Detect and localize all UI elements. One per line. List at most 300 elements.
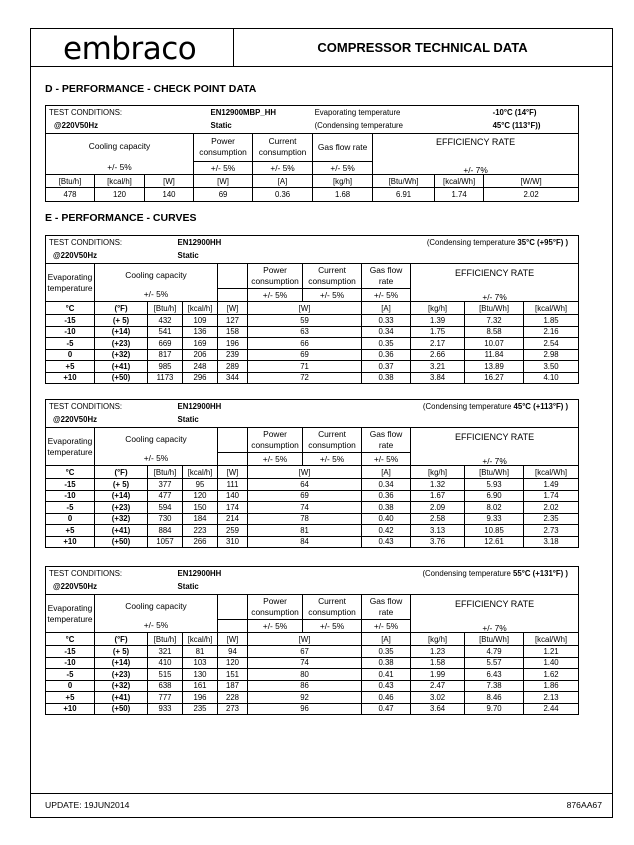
mode-label: Static [210, 121, 232, 131]
footer-divider [31, 793, 612, 794]
table-cell: 8.58 [465, 326, 524, 338]
efficiency-tolerance: +/- 7% [482, 292, 507, 302]
unit-cell: [W] [145, 175, 194, 188]
table-row [46, 372, 579, 384]
table-cell: (+50) [95, 372, 148, 384]
table-cell: 130 [183, 669, 218, 681]
table-cell: 6.43 [465, 669, 524, 681]
table-cell: 0.41 [362, 669, 411, 681]
table-cell: +10 [46, 372, 95, 384]
table-row [46, 349, 579, 361]
unit-cell: [Btu/Wh] [465, 466, 524, 479]
table-cell: 594 [148, 502, 183, 514]
table-cell: 1.62 [524, 669, 579, 681]
table-cell: -5 [46, 502, 95, 514]
table-cell: 638 [148, 680, 183, 692]
table-cell: 1.21 [524, 646, 579, 658]
table-cell: 196 [218, 338, 248, 350]
table-cell: 7.38 [465, 680, 524, 692]
unit-cell: [Btu/h] [148, 302, 183, 315]
table-cell: 515 [148, 669, 183, 681]
value-cell: 1.74 [435, 188, 484, 202]
table-cell: (+50) [95, 703, 148, 715]
table-cell: 730 [148, 513, 183, 525]
table-cell: 0.36 [362, 490, 411, 502]
unit-cell: [Btu/h] [148, 633, 183, 646]
unit-cell: [A] [362, 302, 411, 315]
table-cell: 8.02 [465, 502, 524, 514]
gas-flow-header: Gas flow rate [362, 264, 411, 289]
efficiency-rate-header: EFFICIENCY RATE [454, 268, 535, 278]
unit-cell: [kg/h] [313, 175, 373, 188]
evap-temp-header: Evaporating temperature [46, 595, 95, 633]
table-cell: 266 [183, 536, 218, 548]
check-point-table [45, 105, 579, 202]
table-cell: 817 [148, 349, 183, 361]
power-consumption-header: Power consumption [248, 264, 303, 289]
table-cell: 2.35 [524, 513, 579, 525]
table-cell: (+23) [95, 338, 148, 350]
table-cell: 477 [148, 490, 183, 502]
cooling-tolerance: +/- 5% [143, 289, 169, 300]
table-cell: 1057 [148, 536, 183, 548]
table-cell: (+14) [95, 326, 148, 338]
table-cell: 111 [218, 479, 248, 491]
table-cell: 161 [183, 680, 218, 692]
table-cell: 9.33 [465, 513, 524, 525]
table-cell: 884 [148, 525, 183, 537]
page-title: COMPRESSOR TECHNICAL DATA [317, 40, 528, 55]
table-row [46, 646, 579, 658]
table-cell: 239 [218, 349, 248, 361]
table-cell: 3.76 [411, 536, 465, 548]
unit-cell: [kg/h] [411, 633, 465, 646]
table-cell: 259 [218, 525, 248, 537]
table-cell: -15 [46, 646, 95, 658]
unit-cell: [W] [248, 302, 362, 315]
table-cell: 2.44 [524, 703, 579, 715]
table-cell: -15 [46, 479, 95, 491]
table-cell: 4.79 [465, 646, 524, 658]
table-cell: 1.40 [524, 657, 579, 669]
cooling-capacity-header: Cooling capacity [125, 601, 187, 611]
table-cell: 3.50 [524, 361, 579, 373]
units-row [46, 175, 579, 188]
test-conditions-label: TEST CONDITIONS: [46, 236, 148, 250]
unit-cell: [A] [253, 175, 313, 188]
unit-cell: [W] [194, 175, 253, 188]
table-cell: 2.66 [411, 349, 465, 361]
table-cell: 223 [183, 525, 218, 537]
current-consumption-header: Current consumption [303, 428, 362, 453]
table-cell: +10 [46, 703, 95, 715]
table-cell: -10 [46, 490, 95, 502]
efficiency-tolerance: +/- 7% [482, 456, 507, 466]
table-cell: 0.37 [362, 361, 411, 373]
table-cell: 214 [218, 513, 248, 525]
gas-flow-header: Gas flow rate [362, 428, 411, 453]
table-row [46, 315, 579, 327]
table-cell: 150 [183, 502, 218, 514]
table-cell: 11.84 [465, 349, 524, 361]
table-cell: 0.36 [362, 349, 411, 361]
unit-cell: [kcal/Wh] [435, 175, 484, 188]
table-cell: 310 [218, 536, 248, 548]
table-cell: 184 [183, 513, 218, 525]
table-cell: 158 [218, 326, 248, 338]
table-cell: (+32) [95, 349, 148, 361]
evap-temp-header: Evaporating temperature [46, 428, 95, 466]
table-cell: 74 [248, 657, 362, 669]
current-consumption-header: Current consumption [303, 264, 362, 289]
gas-tolerance: +/- 5% [362, 452, 411, 466]
table-cell: 777 [148, 692, 183, 704]
table-cell: 59 [248, 315, 362, 327]
cooling-tolerance: +/- 5% [143, 620, 169, 631]
table-cell: +10 [46, 536, 95, 548]
table-cell: 1.85 [524, 315, 579, 327]
unit-cell: [Btu/Wh] [373, 175, 435, 188]
table-cell: 1.86 [524, 680, 579, 692]
power-consumption-header: Power consumption [248, 595, 303, 620]
table-cell: 2.13 [524, 692, 579, 704]
value-cell: 6.91 [373, 188, 435, 202]
power-tolerance: +/- 5% [248, 619, 303, 633]
unit-cell: [W] [248, 633, 362, 646]
unit-cell: [kcal/h] [183, 302, 218, 315]
unit-cell: [kcal/Wh] [524, 633, 579, 646]
current-consumption-header: Current consumption [303, 595, 362, 620]
table-cell: 0 [46, 680, 95, 692]
table-cell: 8.46 [465, 692, 524, 704]
table-cell: 0.35 [362, 338, 411, 350]
unit-cell: [W] [218, 302, 248, 315]
unit-cell: [W] [248, 466, 362, 479]
table-cell: 206 [183, 349, 218, 361]
update-date: UPDATE: 19JUN2014 [45, 800, 130, 810]
table-cell: 2.98 [524, 349, 579, 361]
power-consumption-header: Power consumption [248, 428, 303, 453]
table-cell: 1.99 [411, 669, 465, 681]
table-row [46, 479, 579, 491]
table-row [46, 669, 579, 681]
table-cell: 985 [148, 361, 183, 373]
table-cell: 71 [248, 361, 362, 373]
table-cell: 2.58 [411, 513, 465, 525]
value-cell: 2.02 [484, 188, 579, 202]
table-cell: 2.02 [524, 502, 579, 514]
deg-f-label: (°F) [95, 466, 148, 479]
table-cell: 4.10 [524, 372, 579, 384]
table-row [46, 326, 579, 338]
table-cell: 72 [248, 372, 362, 384]
cond-temp-value: 55°C (+131°F) ) [513, 568, 569, 578]
current-tolerance: +/- 5% [303, 452, 362, 466]
current-consumption-header: Current consumption [253, 134, 313, 162]
table-cell: (+14) [95, 657, 148, 669]
table-cell: 136 [183, 326, 218, 338]
table-cell: 120 [218, 657, 248, 669]
table-cell: 84 [248, 536, 362, 548]
efficiency-rate-header: EFFICIENCY RATE [435, 137, 516, 147]
datasheet-page [30, 28, 613, 818]
test-conditions-label: TEST CONDITIONS: [46, 400, 148, 414]
table-cell: 120 [183, 490, 218, 502]
cooling-capacity-header: Cooling capacity [125, 434, 187, 444]
table-cell: -15 [46, 315, 95, 327]
unit-cell: [kcal/h] [95, 175, 145, 188]
table-cell: -5 [46, 338, 95, 350]
table-cell: 0.34 [362, 479, 411, 491]
cond-temp-label: (Condensing temperature [422, 401, 512, 411]
unit-cell: [kcal/h] [183, 466, 218, 479]
table-cell: 248 [183, 361, 218, 373]
table-cell: 0 [46, 513, 95, 525]
value-cell: 140 [145, 188, 194, 202]
table-cell: 1.32 [411, 479, 465, 491]
cooling-tolerance: +/- 5% [107, 162, 132, 173]
table-row [46, 513, 579, 525]
unit-cell: [A] [362, 633, 411, 646]
unit-cell: [Btu/Wh] [465, 633, 524, 646]
unit-cell: [kcal/Wh] [524, 466, 579, 479]
table-cell: 6.90 [465, 490, 524, 502]
table-cell: 96 [248, 703, 362, 715]
table-cell: 0.42 [362, 525, 411, 537]
table-cell: 16.27 [465, 372, 524, 384]
unit-cell: [Btu/h] [148, 466, 183, 479]
table-row [46, 692, 579, 704]
table-cell: (+32) [95, 513, 148, 525]
table-cell: 12.61 [465, 536, 524, 548]
table-cell: 63 [248, 326, 362, 338]
table-cell: 9.70 [465, 703, 524, 715]
value-cell: 1.68 [313, 188, 373, 202]
table-cell: 2.17 [411, 338, 465, 350]
table-cell: 2.16 [524, 326, 579, 338]
table-cell: 10.85 [465, 525, 524, 537]
table-cell: 2.09 [411, 502, 465, 514]
table-cell: 1.67 [411, 490, 465, 502]
table-cell: (+32) [95, 680, 148, 692]
power-supply: @220V50Hz [46, 120, 194, 134]
table-cell: 228 [218, 692, 248, 704]
table-cell: 933 [148, 703, 183, 715]
table-cell: 1.39 [411, 315, 465, 327]
table-cell: 296 [183, 372, 218, 384]
table-cell: 432 [148, 315, 183, 327]
cooling-capacity-header: Cooling capacity [125, 270, 187, 280]
table-cell: 0.38 [362, 502, 411, 514]
table-cell: 103 [183, 657, 218, 669]
gas-tolerance: +/- 5% [362, 288, 411, 302]
table-cell: 3.21 [411, 361, 465, 373]
table-cell: 174 [218, 502, 248, 514]
table-cell: 235 [183, 703, 218, 715]
power-consumption-header: Power consumption [194, 134, 253, 162]
mode-label: Static [177, 415, 199, 425]
deg-c-label: °C [65, 467, 75, 477]
table-cell: 140 [218, 490, 248, 502]
table-cell: 377 [148, 479, 183, 491]
cooling-tolerance: +/- 5% [143, 453, 169, 464]
table-cell: 410 [148, 657, 183, 669]
table-cell: 669 [148, 338, 183, 350]
table-cell: 344 [218, 372, 248, 384]
table-cell: (+50) [95, 536, 148, 548]
table-cell: (+23) [95, 502, 148, 514]
deg-f-label: (°F) [95, 302, 148, 315]
efficiency-tolerance: +/- 7% [482, 623, 507, 633]
units-row [46, 466, 579, 479]
table-cell: 81 [183, 646, 218, 658]
table-cell: 74 [248, 502, 362, 514]
mode-label: Static [177, 251, 199, 261]
table-cell: 0.33 [362, 315, 411, 327]
model-name: EN12900HH [148, 236, 303, 250]
table-cell: 67 [248, 646, 362, 658]
mode-label: Static [177, 582, 199, 592]
table-cell: 187 [218, 680, 248, 692]
table-cell: 127 [218, 315, 248, 327]
power-tolerance: +/- 5% [248, 288, 303, 302]
unit-cell: [kg/h] [411, 466, 465, 479]
table-cell: 66 [248, 338, 362, 350]
table-row [46, 657, 579, 669]
table-cell: 2.54 [524, 338, 579, 350]
table-row [46, 502, 579, 514]
table-cell: 3.64 [411, 703, 465, 715]
table-cell: +5 [46, 692, 95, 704]
gas-tolerance: +/- 5% [313, 161, 373, 175]
current-tolerance: +/- 5% [303, 288, 362, 302]
table-cell: 86 [248, 680, 362, 692]
table-cell: 95 [183, 479, 218, 491]
table-cell: 13.89 [465, 361, 524, 373]
table-cell: 69 [248, 490, 362, 502]
table-cell: -10 [46, 326, 95, 338]
curve-table [45, 566, 579, 715]
model-name: EN12900HH [148, 400, 303, 414]
table-cell: (+41) [95, 692, 148, 704]
page-header [31, 29, 612, 67]
table-row [46, 361, 579, 373]
table-cell: 3.84 [411, 372, 465, 384]
units-row [46, 302, 579, 315]
cooling-capacity-header: Cooling capacity [88, 141, 151, 151]
units-row [46, 633, 579, 646]
table-cell: 1.75 [411, 326, 465, 338]
table-cell: 0.43 [362, 536, 411, 548]
table-cell: 64 [248, 479, 362, 491]
table-cell: 2.73 [524, 525, 579, 537]
table-cell: 69 [248, 349, 362, 361]
cond-temp-value: 45°C (+113°F) ) [513, 401, 569, 411]
table-cell: 109 [183, 315, 218, 327]
section-d-title: D - PERFORMANCE - CHECK POINT DATA [45, 83, 257, 95]
value-cell: 120 [95, 188, 145, 202]
table-cell: 94 [218, 646, 248, 658]
table-cell: 321 [148, 646, 183, 658]
table-cell: 0.40 [362, 513, 411, 525]
model-name: EN12900MBP_HH [194, 106, 313, 120]
unit-cell: [A] [362, 466, 411, 479]
table-cell: +5 [46, 525, 95, 537]
efficiency-rate-header: EFFICIENCY RATE [454, 599, 535, 609]
table-cell: (+41) [95, 525, 148, 537]
table-cell: (+14) [95, 490, 148, 502]
deg-c-label: °C [65, 303, 75, 313]
table-row [46, 490, 579, 502]
test-conditions-label: TEST CONDITIONS: [46, 106, 194, 120]
table-cell: 541 [148, 326, 183, 338]
table-cell: (+41) [95, 361, 148, 373]
table-cell: 5.93 [465, 479, 524, 491]
table-cell: 0.43 [362, 680, 411, 692]
section-e-title: E - PERFORMANCE - CURVES [45, 212, 197, 224]
cond-temp-label: (Condensing temperature [426, 237, 516, 247]
table-cell: -10 [46, 657, 95, 669]
table-cell: 169 [183, 338, 218, 350]
cond-temp-label: (Condensing temperature [314, 121, 403, 131]
evap-temp-header: Evaporating temperature [46, 264, 95, 302]
cond-temp-label: (Condensing temperature [422, 568, 511, 578]
table-cell: 0.46 [362, 692, 411, 704]
table-cell: 0.34 [362, 326, 411, 338]
table-cell: 151 [218, 669, 248, 681]
table-cell: (+23) [95, 669, 148, 681]
test-conditions-label: TEST CONDITIONS: [46, 567, 148, 581]
unit-cell: [kcal/Wh] [524, 302, 579, 315]
table-cell: 0.35 [362, 646, 411, 658]
table-cell: 1173 [148, 372, 183, 384]
table-cell: 3.13 [411, 525, 465, 537]
table-cell: 2.47 [411, 680, 465, 692]
document-code: 876AA67 [566, 800, 602, 810]
gas-flow-header: Gas flow rate [313, 134, 373, 162]
value-cell: 0.36 [253, 188, 313, 202]
value-cell: 69 [194, 188, 253, 202]
table-cell: 1.23 [411, 646, 465, 658]
table-cell: 80 [248, 669, 362, 681]
table-cell: 0.38 [362, 657, 411, 669]
efficiency-rate-header: EFFICIENCY RATE [454, 432, 535, 442]
table-cell: 1.58 [411, 657, 465, 669]
unit-cell: [kg/h] [411, 302, 465, 315]
table-cell: (+ 5) [95, 479, 148, 491]
table-cell: (+ 5) [95, 646, 148, 658]
table-cell: 3.02 [411, 692, 465, 704]
current-tolerance: +/- 5% [303, 619, 362, 633]
unit-cell: [W] [218, 633, 248, 646]
table-row [46, 525, 579, 537]
table-cell: 78 [248, 513, 362, 525]
table-cell: 289 [218, 361, 248, 373]
table-cell: 5.57 [465, 657, 524, 669]
unit-cell: [W] [218, 466, 248, 479]
power-supply: @220V50Hz [46, 250, 148, 264]
current-tolerance: +/- 5% [253, 161, 313, 175]
power-supply: @220V50Hz [46, 414, 148, 428]
table-cell: 0.47 [362, 703, 411, 715]
table-cell: 0 [46, 349, 95, 361]
unit-cell: [W/W] [484, 175, 579, 188]
evap-temp-label: Evaporating temperature [313, 106, 484, 120]
table-cell: 3.18 [524, 536, 579, 548]
table-row [46, 536, 579, 548]
evap-temp-value: -10°C (14°F) [484, 106, 579, 120]
values-row [46, 188, 579, 202]
